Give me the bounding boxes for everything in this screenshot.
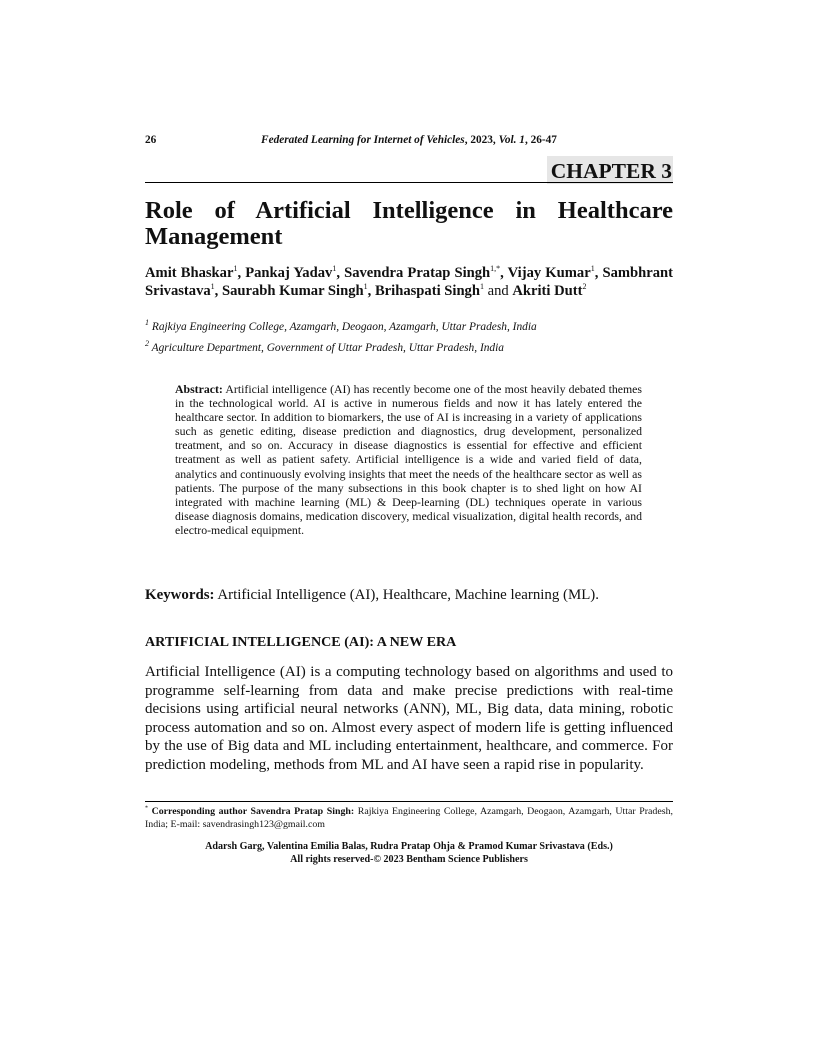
- author: Savendra Pratap Singh$^{1,*}$,: [344, 264, 508, 281]
- journal-year: , 2023,: [464, 134, 499, 146]
- editors-block: [145, 841, 673, 866]
- author: Amit Bhaskar$^1$,: [145, 264, 246, 281]
- footnote: [145, 806, 673, 831]
- author: Saurabh Kumar Singh$^1$,: [221, 282, 375, 299]
- author-list: [145, 264, 673, 300]
- section-heading: ARTIFICIAL INTELLIGENCE (AI): A NEW ERA: [145, 634, 457, 650]
- chapter-label: CHAPTER 3: [547, 156, 673, 184]
- author: Brihaspati Singh$^1$: [374, 282, 484, 299]
- keywords-label: Keywords:: [145, 587, 215, 603]
- copyright-line: All rights reserved-© 2023 Bentham Science Publishers: [290, 853, 528, 865]
- page-number: 26: [145, 134, 157, 146]
- abstract: [175, 382, 642, 537]
- author: Pankaj Yadav$^1$,: [245, 264, 345, 281]
- affiliation: $^1$ Rajkiya Engineering College, Azamgarh, Deogaon, Azamgarh, Uttar Pradesh, India: [145, 318, 537, 333]
- footnote-marker: *: [145, 805, 148, 812]
- footnote-text: Rajkiya Engineering College, Azamgarh, Deogaon, Azamgarh, Uttar Pradesh, India; E-mail: savendrasingh123@gmail.com: [145, 806, 673, 830]
- footnote-label: Corresponding author Savendra Pratap Singh:: [151, 806, 355, 817]
- editors-line: Adarsh Garg, Valentina Emilia Balas, Rudra Pratap Ohja & Pramod Kumar Srivastava (Eds.): [205, 841, 613, 852]
- footnote-rule: [145, 801, 673, 802]
- affiliation: $^2$ Agriculture Department, Government of Uttar Pradesh, Uttar Pradesh, India: [145, 339, 504, 354]
- author: Sambhrant Srivastava$^1$,: [145, 265, 674, 299]
- author: Vijay Kumar$^1$,: [507, 264, 603, 281]
- body-paragraph: Artificial Intelligence (AI) is a computing technology based on algorithms and used to programme self-learning from data and make precise predictions with real-time decisions using artificial neural networks (ANN), ML, Big data, data mining, robotic process automation and so on. Almost every aspect of modern life is getting influenced by the use of Big data and ML including entertainment, healthcare, and commerce. For prediction modeling, methods from ML and AI have seen a rapid rise in popularity.: [145, 664, 673, 773]
- paper-title: Role of Artificial Intelligence in Healthcare Management: [145, 197, 673, 250]
- keywords-text: Artificial Intelligence (AI), Healthcare, Machine learning (ML).: [217, 587, 599, 603]
- journal-volume: Vol. 1: [498, 134, 525, 146]
- author: Akriti Dutt$^2$: [512, 282, 587, 299]
- abstract-label: Abstract:: [175, 382, 223, 396]
- journal-citation: [145, 133, 673, 147]
- keywords: [145, 586, 673, 604]
- abstract-text: Artificial intelligence (AI) has recently become one of the most heavily debated themes in the technological world. AI is active in numerous fields and now it has lately entered the healthcare sector. In addition to biomarkers, the use of AI is increasing in a variety of applications such as genetic editing, disease prediction and diagnostics, drug development, personalized treatment, and so on. Accuracy in disease diagnostics is essential for effective and efficient treatment as well as patient safety. Artificial intelligence is a wide and varied field of data, analytics and continuously evolving insights that meet the needs of the healthcare sector as well as patients. The purpose of the many subsections in this book chapter is to shed light on how AI integrated with machine learning (ML) & Deep-learning (DL) techniques operate in various disease diagnosis domains, medication discovery, medical visualization, digital health records, and electro-medical equipment.: [175, 382, 642, 537]
- author-conjunction: and: [483, 283, 513, 299]
- chapter-rule: [145, 182, 673, 183]
- journal-pages: , 26-47: [524, 134, 557, 146]
- journal-title: Federated Learning for Internet of Vehicles: [261, 134, 465, 146]
